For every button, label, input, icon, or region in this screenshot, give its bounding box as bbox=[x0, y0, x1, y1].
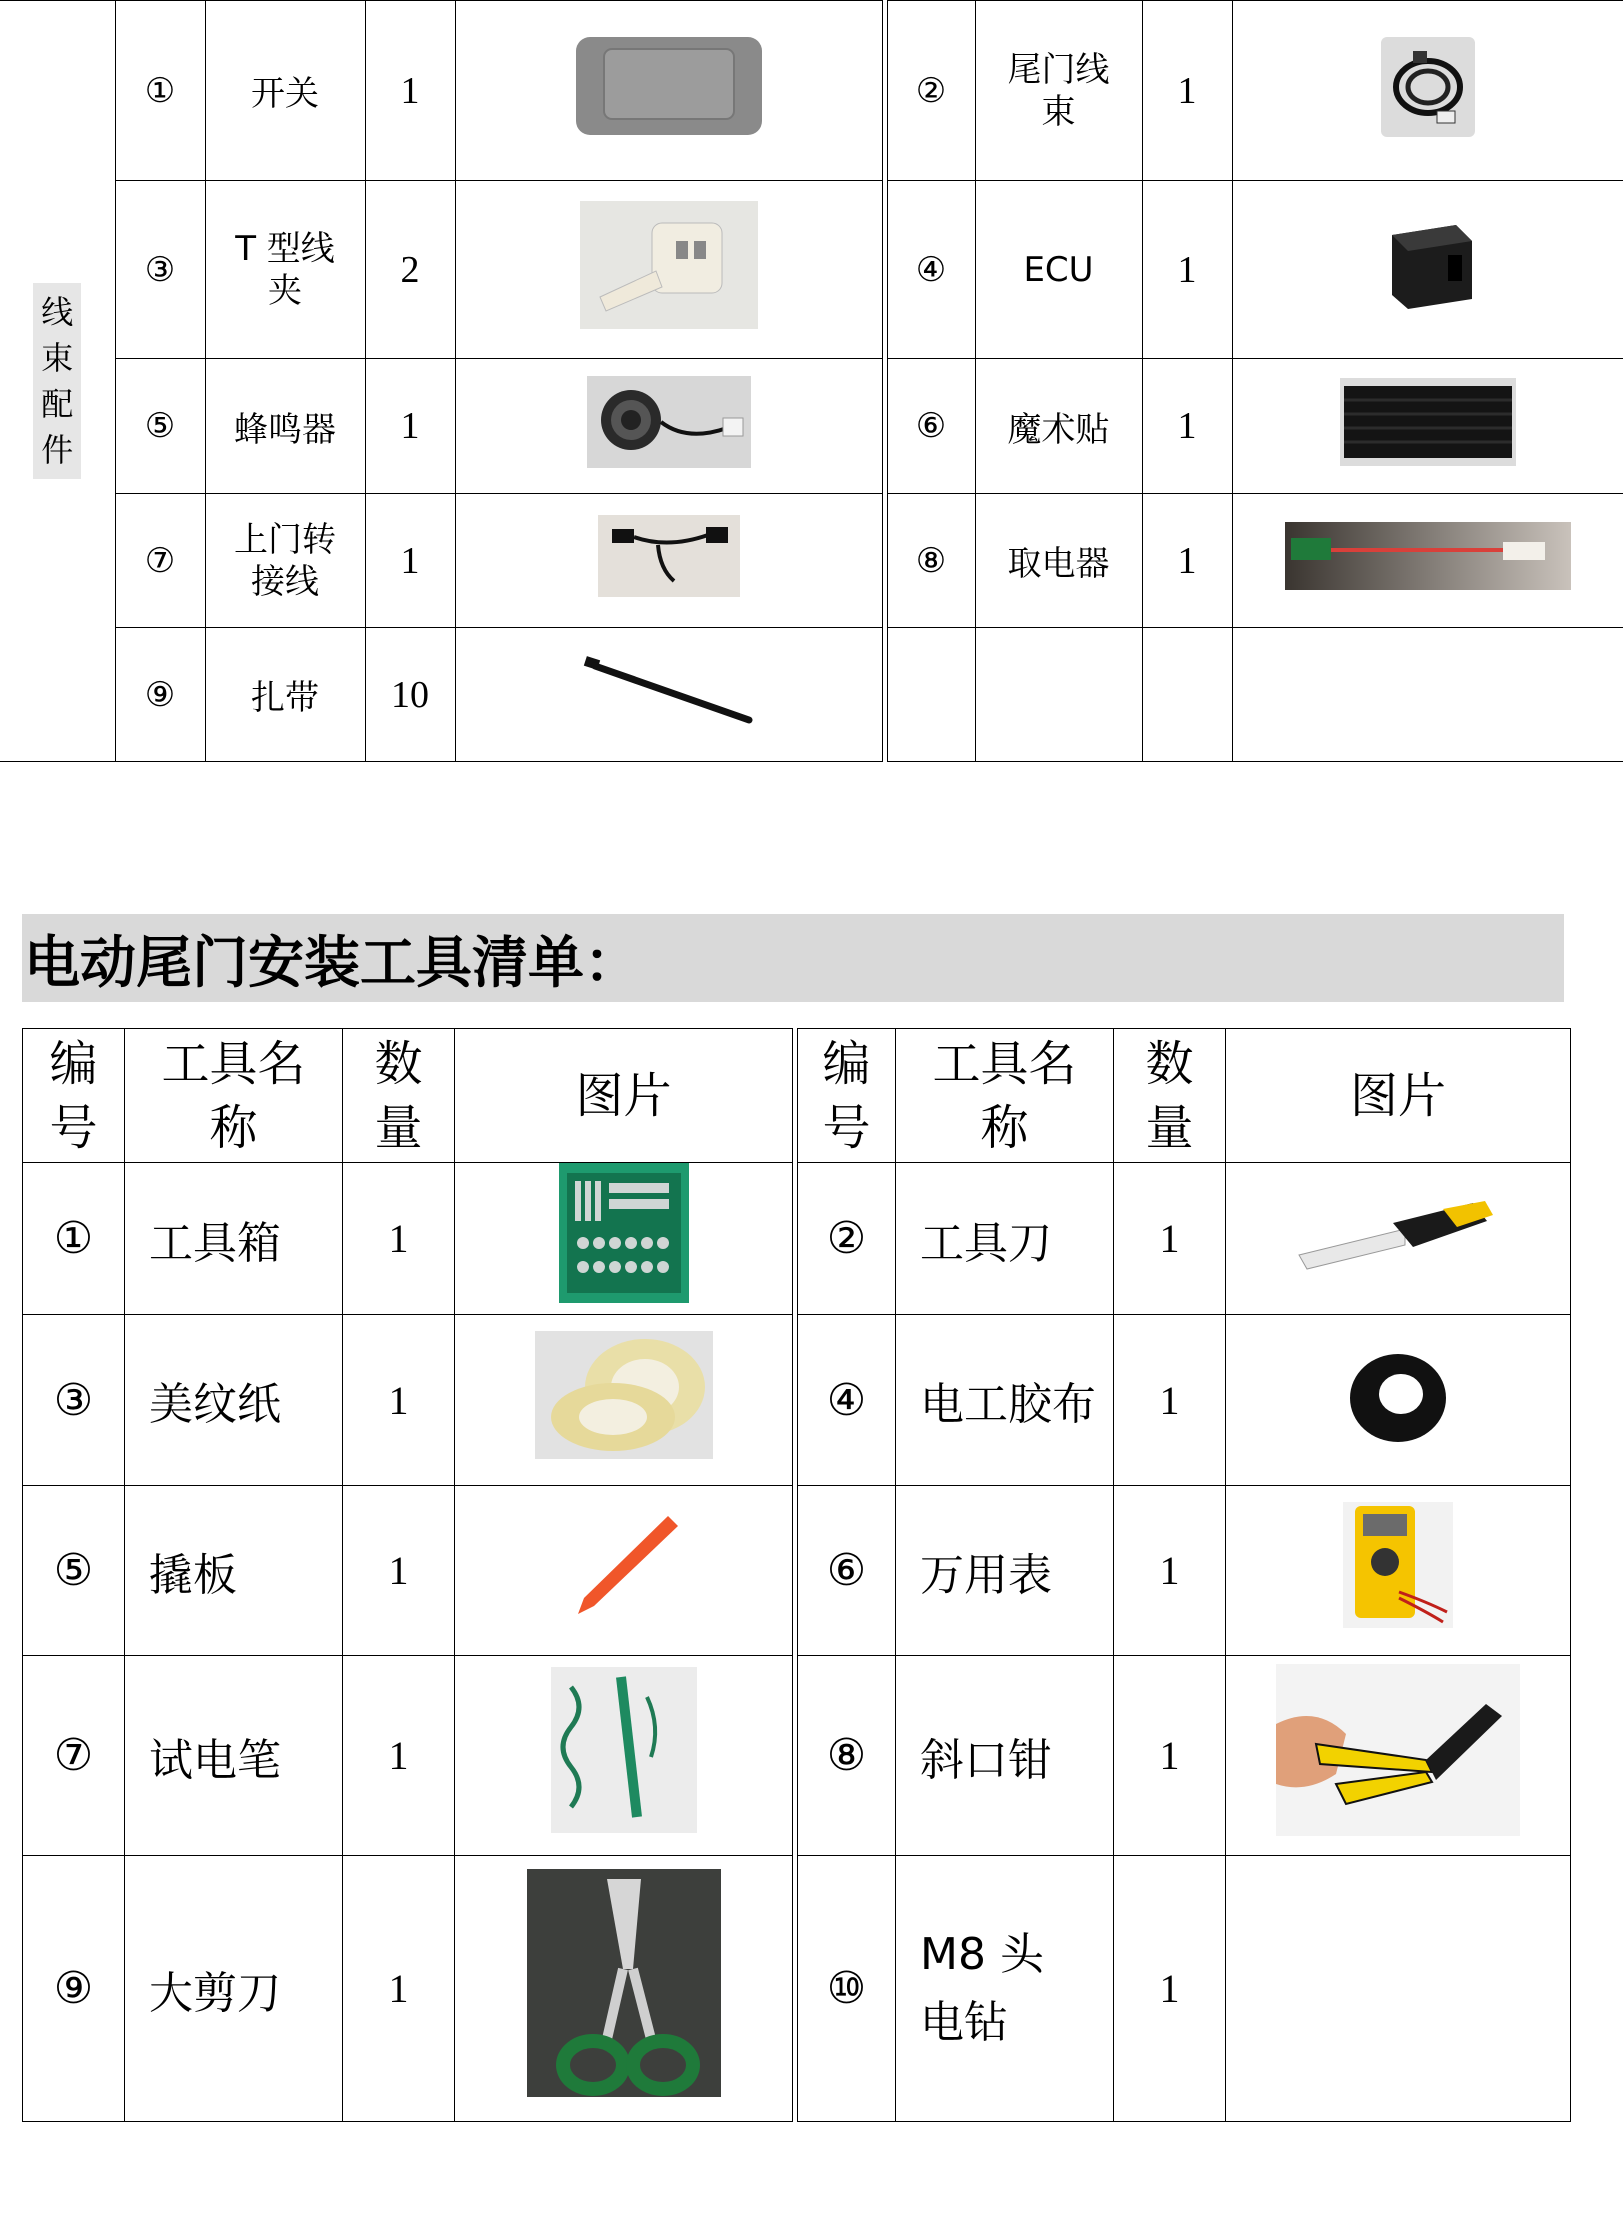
header-num: 编号 bbox=[798, 1029, 896, 1163]
tool-number: ④ bbox=[798, 1315, 896, 1486]
velcro-image bbox=[1340, 378, 1516, 466]
parts-row bbox=[0, 181, 1623, 359]
tool-picture bbox=[455, 1315, 793, 1486]
part-picture bbox=[455, 494, 882, 628]
tool-number: ⑤ bbox=[23, 1486, 125, 1656]
tool-number: ③ bbox=[23, 1315, 125, 1486]
tool-name: 斜口钳 bbox=[896, 1656, 1114, 1856]
part-name: T 型线夹 bbox=[205, 181, 365, 359]
header-picture: 图片 bbox=[455, 1029, 793, 1163]
side-label: 线 束 配 件 bbox=[33, 283, 81, 479]
tool-number: ① bbox=[23, 1163, 125, 1315]
tool-name: 试电笔 bbox=[125, 1656, 343, 1856]
tool-number: ② bbox=[798, 1163, 896, 1315]
part-number: ④ bbox=[887, 181, 975, 359]
tool-qty: 1 bbox=[1114, 1315, 1226, 1486]
part-picture bbox=[455, 181, 882, 359]
parts-table bbox=[0, 0, 1623, 762]
part-name: 取电器 bbox=[975, 494, 1142, 628]
tools-header-row bbox=[23, 1029, 1571, 1163]
tool-qty: 1 bbox=[1114, 1856, 1226, 2122]
tool-number: ⑧ bbox=[798, 1656, 896, 1856]
cable-tie-image bbox=[581, 646, 757, 734]
tool-picture bbox=[455, 1163, 793, 1315]
part-name: ECU bbox=[975, 181, 1142, 359]
part-qty bbox=[1142, 628, 1232, 762]
test-pen-image bbox=[551, 1667, 697, 1833]
part-qty: 10 bbox=[365, 628, 455, 762]
adapter-cable-image bbox=[598, 515, 740, 597]
part-number: ⑦ bbox=[115, 494, 205, 628]
diagonal-pliers-image bbox=[1276, 1664, 1520, 1836]
tool-qty: 1 bbox=[343, 1315, 455, 1486]
part-picture bbox=[455, 628, 882, 762]
tool-number: ⑩ bbox=[798, 1856, 896, 2122]
tool-name: 万用表 bbox=[896, 1486, 1114, 1656]
tool-picture bbox=[455, 1656, 793, 1856]
part-picture bbox=[1232, 628, 1623, 762]
tools-row bbox=[23, 1315, 1571, 1486]
pry-tool-image bbox=[564, 1510, 684, 1620]
multimeter-image bbox=[1343, 1502, 1453, 1628]
tool-qty: 1 bbox=[1114, 1486, 1226, 1656]
part-qty: 1 bbox=[1142, 181, 1232, 359]
part-number: ⑨ bbox=[115, 628, 205, 762]
toolbox-image bbox=[559, 1163, 689, 1303]
part-number: ① bbox=[115, 1, 205, 181]
tools-heading: 电动尾门安装工具清单： bbox=[22, 914, 1564, 1002]
part-number: ⑧ bbox=[887, 494, 975, 628]
part-picture bbox=[1232, 181, 1623, 359]
tools-row bbox=[23, 1856, 1571, 2122]
part-qty: 1 bbox=[1142, 1, 1232, 181]
tool-qty: 1 bbox=[343, 1656, 455, 1856]
tool-name: 工具刀 bbox=[896, 1163, 1114, 1315]
part-number: ⑥ bbox=[887, 359, 975, 494]
header-qty: 数量 bbox=[1114, 1029, 1226, 1163]
tool-qty: 1 bbox=[343, 1486, 455, 1656]
tool-qty: 1 bbox=[343, 1163, 455, 1315]
parts-row bbox=[0, 359, 1623, 494]
masking-tape-image bbox=[535, 1331, 713, 1459]
part-picture bbox=[455, 359, 882, 494]
tool-picture bbox=[1226, 1315, 1571, 1486]
utility-knife-image bbox=[1293, 1193, 1503, 1273]
ecu-image bbox=[1378, 215, 1478, 315]
tool-picture bbox=[1226, 1486, 1571, 1656]
part-picture bbox=[1232, 359, 1623, 494]
tools-row bbox=[23, 1163, 1571, 1315]
tool-name: 工具箱 bbox=[125, 1163, 343, 1315]
part-name: 开关 bbox=[205, 1, 365, 181]
part-number: ⑤ bbox=[115, 359, 205, 494]
tool-qty: 1 bbox=[343, 1856, 455, 2122]
part-qty: 1 bbox=[365, 494, 455, 628]
tool-number: ⑥ bbox=[798, 1486, 896, 1656]
tool-qty: 1 bbox=[1114, 1163, 1226, 1315]
part-number: ② bbox=[887, 1, 975, 181]
tools-table bbox=[22, 1028, 1571, 2122]
tool-picture bbox=[1226, 1656, 1571, 1856]
tool-name: 撬板 bbox=[125, 1486, 343, 1656]
tool-number: ⑨ bbox=[23, 1856, 125, 2122]
header-name: 工具名称 bbox=[896, 1029, 1114, 1163]
electrical-tape-image bbox=[1343, 1340, 1453, 1450]
tool-name: 电工胶布 bbox=[896, 1315, 1114, 1486]
side-label-cell bbox=[0, 1, 115, 762]
part-number bbox=[887, 628, 975, 762]
header-name: 工具名称 bbox=[125, 1029, 343, 1163]
tool-picture bbox=[1226, 1856, 1571, 2122]
part-name bbox=[975, 628, 1142, 762]
part-name: 尾门线束 bbox=[975, 1, 1142, 181]
tool-number: ⑦ bbox=[23, 1656, 125, 1856]
tailgate-harness-image bbox=[1373, 31, 1483, 141]
tool-name: M8 头电钻 bbox=[896, 1856, 1114, 2122]
parts-row bbox=[0, 628, 1623, 762]
part-qty: 1 bbox=[1142, 359, 1232, 494]
buzzer-image bbox=[587, 376, 751, 468]
tin-snips-image bbox=[527, 1869, 721, 2097]
parts-row bbox=[0, 1, 1623, 181]
parts-row bbox=[0, 494, 1623, 628]
header-num: 编号 bbox=[23, 1029, 125, 1163]
tool-picture bbox=[455, 1486, 793, 1656]
header-picture: 图片 bbox=[1226, 1029, 1571, 1163]
tool-qty: 1 bbox=[1114, 1656, 1226, 1856]
tool-picture bbox=[1226, 1163, 1571, 1315]
part-picture bbox=[1232, 494, 1623, 628]
switch-image bbox=[574, 35, 764, 137]
part-name: 蜂鸣器 bbox=[205, 359, 365, 494]
part-qty: 1 bbox=[365, 359, 455, 494]
part-picture bbox=[1232, 1, 1623, 181]
t-clip-image bbox=[580, 201, 758, 329]
part-picture bbox=[455, 1, 882, 181]
part-name: 上门转接线 bbox=[205, 494, 365, 628]
part-name: 魔术贴 bbox=[975, 359, 1142, 494]
tool-picture bbox=[455, 1856, 793, 2122]
part-qty: 1 bbox=[1142, 494, 1232, 628]
header-qty: 数量 bbox=[343, 1029, 455, 1163]
tools-row bbox=[23, 1656, 1571, 1856]
part-qty: 1 bbox=[365, 1, 455, 181]
part-qty: 2 bbox=[365, 181, 455, 359]
fuse-tap-image bbox=[1285, 522, 1571, 590]
part-name: 扎带 bbox=[205, 628, 365, 762]
part-number: ③ bbox=[115, 181, 205, 359]
tools-row bbox=[23, 1486, 1571, 1656]
tool-name: 美纹纸 bbox=[125, 1315, 343, 1486]
tool-name: 大剪刀 bbox=[125, 1856, 343, 2122]
